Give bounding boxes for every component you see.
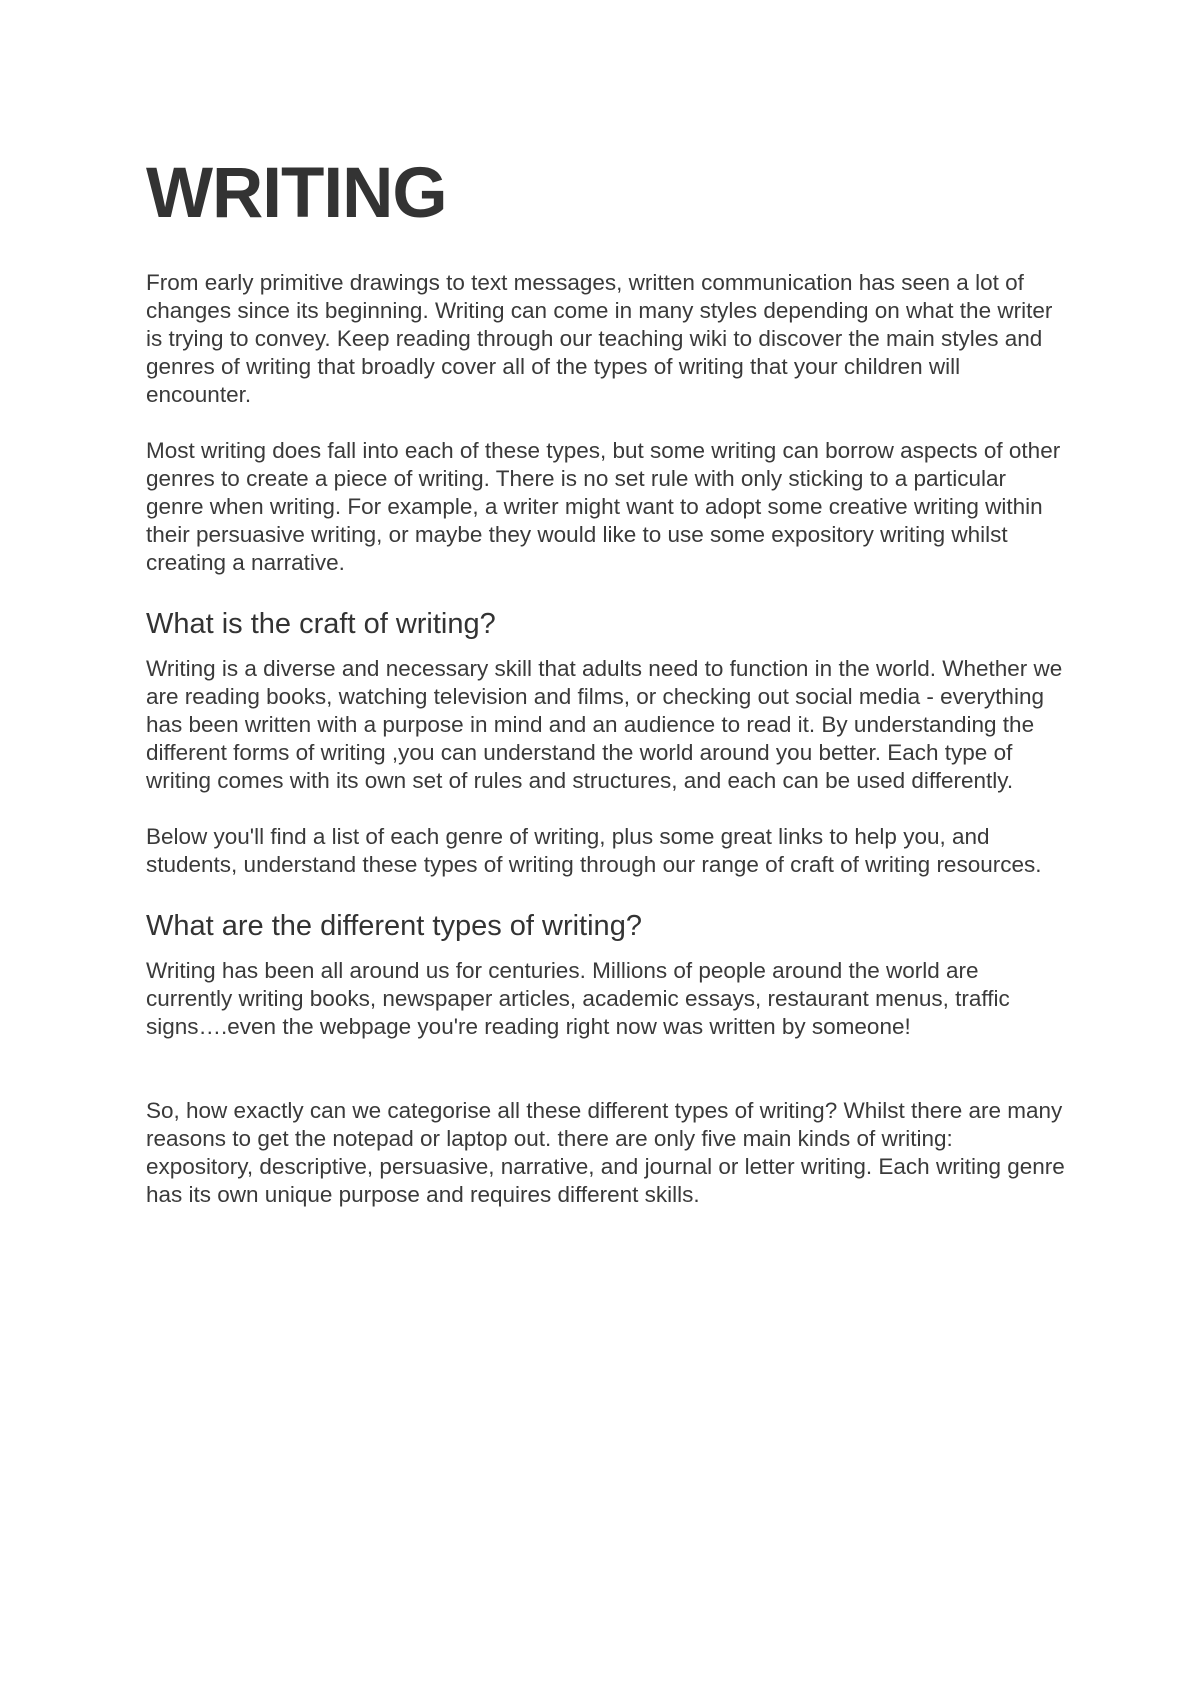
craft-paragraph-1: Writing is a diverse and necessary skill that adults need to function in the world. Whether we are reading books, watching television and films, or checking out social media - everything has been written with a purpose in mind and an audience to read it. By understanding the different forms of writing ,you can understand the world around you better. Each type of writing comes with its own set of rules and structures, and each can be used differently. [146,656,1063,793]
types-paragraph-2: So, how exactly can we categorise all these different types of writing? Whilst there are many reasons to get the notepad or laptop out. there are only five main kinds of writing: expository, descriptive, persuasive, narrative, and journal or letter writing. Each writing genre has its own unique purpose and requires different skills. [146,1098,1065,1207]
section-heading-types: What are the different types of writing? [146,910,642,942]
section-heading-craft: What is the craft of writing? [146,608,496,640]
types-paragraph-1: Writing has been all around us for centuries. Millions of people around the world are currently writing books, newspaper articles, academic essays, restaurant menus, traffic signs….even the webpage you're reading right now was written by someone! [146,958,1010,1039]
intro-paragraph-1: From early primitive drawings to text messages, written communication has seen a lot of changes since its beginning. Writing can come in many styles depending on what the writer is trying to convey. Keep reading through our teaching wiki to discover the main styles and genres of writing that broadly cover all of the types of writing that your children will encounter. [146,270,1053,407]
page-title: WRITING [146,154,447,233]
document-page [146,140,1066,1209]
intro-paragraph-2: Most writing does fall into each of these types, but some writing can borrow aspects of other genres to create a piece of writing. There is no set rule with only sticking to a particular genre when writing. For example, a writer might want to adopt some creative writing within their persuasive writing, or maybe they would like to use some expository writing whilst creating a narrative. [146,438,1061,575]
craft-paragraph-2: Below you'll find a list of each genre of writing, plus some great links to help you, and students, understand these types of writing through our range of craft of writing resources. [146,824,1042,877]
